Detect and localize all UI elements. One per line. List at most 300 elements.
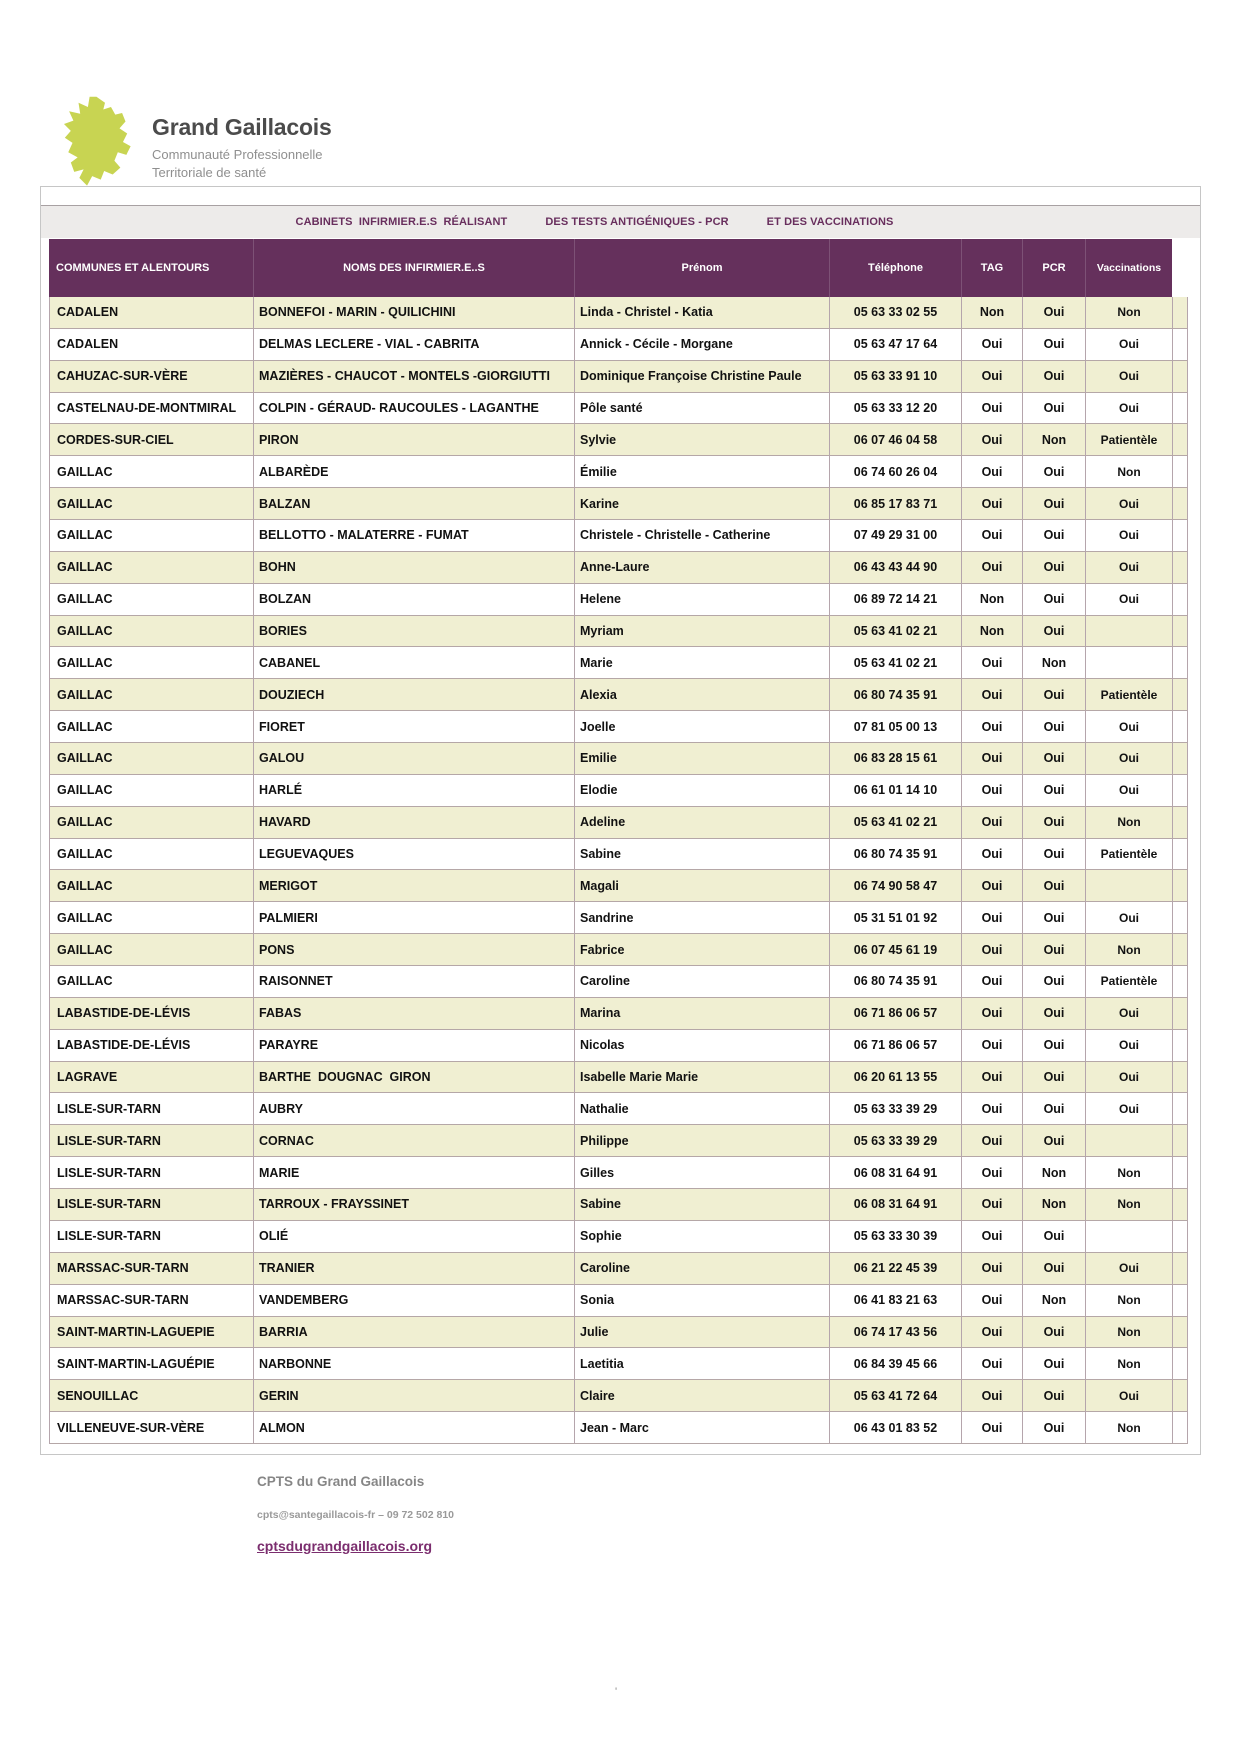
cell-telephone: 06 80 74 35 91 — [829, 966, 961, 998]
cell-prenom: Sabine — [574, 1189, 829, 1221]
cell-noms: BOHN — [253, 552, 574, 584]
header-telephone: Téléphone — [829, 239, 961, 297]
cell-noms: GALOU — [253, 743, 574, 775]
cell-pcr: Oui — [1022, 743, 1085, 775]
cell-tag: Oui — [961, 743, 1022, 775]
cell-commune: GAILLAC — [49, 870, 253, 902]
cell-noms: CABANEL — [253, 647, 574, 679]
cell-vaccinations: Oui — [1085, 998, 1172, 1030]
cell-prenom: Joelle — [574, 711, 829, 743]
table-row — [49, 743, 1188, 775]
cell-vaccinations: Oui — [1085, 711, 1172, 743]
cell-prenom: Nicolas — [574, 1030, 829, 1062]
table-row — [49, 616, 1188, 648]
cell-commune: GAILLAC — [49, 902, 253, 934]
cell-tag: Oui — [961, 1317, 1022, 1349]
cell-noms: BARRIA — [253, 1317, 574, 1349]
cell-prenom: Pôle santé — [574, 393, 829, 425]
cell-pcr: Non — [1022, 424, 1085, 456]
cell-noms: FIORET — [253, 711, 574, 743]
cell-commune: GAILLAC — [49, 616, 253, 648]
cell-noms: PARAYRE — [253, 1030, 574, 1062]
cell-tag: Oui — [961, 711, 1022, 743]
cell-noms: TARROUX - FRAYSSINET — [253, 1189, 574, 1221]
cell-commune: GAILLAC — [49, 807, 253, 839]
cell-telephone: 07 49 29 31 00 — [829, 520, 961, 552]
cell-vaccinations: Oui — [1085, 393, 1172, 425]
cell-noms: MAZIÈRES - CHAUCOT - MONTELS -GIORGIUTTI — [253, 361, 574, 393]
cell-pcr: Oui — [1022, 839, 1085, 871]
cell-commune: GAILLAC — [49, 552, 253, 584]
cell-commune: GAILLAC — [49, 584, 253, 616]
cell-noms: FABAS — [253, 998, 574, 1030]
cell-vaccinations: Oui — [1085, 775, 1172, 807]
cell-tag: Oui — [961, 1253, 1022, 1285]
cell-noms: AUBRY — [253, 1093, 574, 1125]
cell-telephone: 06 74 60 26 04 — [829, 456, 961, 488]
cell-spacer — [1172, 1285, 1188, 1317]
cell-telephone: 05 63 41 02 21 — [829, 647, 961, 679]
cell-tag: Oui — [961, 679, 1022, 711]
cell-tag: Non — [961, 584, 1022, 616]
table-row — [49, 902, 1188, 934]
table-row — [49, 934, 1188, 966]
cell-telephone: 06 08 31 64 91 — [829, 1189, 961, 1221]
cell-tag: Oui — [961, 1221, 1022, 1253]
cell-spacer — [1172, 424, 1188, 456]
cell-pcr: Oui — [1022, 775, 1085, 807]
banner-part3: ET DES VACCINATIONS — [766, 216, 894, 228]
cell-tag: Oui — [961, 1093, 1022, 1125]
cell-vaccinations: Oui — [1085, 520, 1172, 552]
cell-pcr: Oui — [1022, 870, 1085, 902]
cell-prenom: Dominique Françoise Christine Paule — [574, 361, 829, 393]
cell-commune: LISLE-SUR-TARN — [49, 1189, 253, 1221]
cell-pcr: Oui — [1022, 552, 1085, 584]
cell-tag: Oui — [961, 456, 1022, 488]
cell-spacer — [1172, 488, 1188, 520]
content-box — [40, 186, 1201, 1455]
footer-org-name: CPTS du Grand Gaillacois — [257, 1474, 425, 1489]
cell-commune: LISLE-SUR-TARN — [49, 1125, 253, 1157]
cell-commune: SENOUILLAC — [49, 1380, 253, 1412]
table-header-row — [49, 239, 1188, 297]
cell-spacer — [1172, 329, 1188, 361]
cell-prenom: Laetitia — [574, 1348, 829, 1380]
cell-prenom: Marie — [574, 647, 829, 679]
cell-spacer — [1172, 616, 1188, 648]
cell-noms: PONS — [253, 934, 574, 966]
table-row — [49, 998, 1188, 1030]
cell-vaccinations: Oui — [1085, 584, 1172, 616]
cell-spacer — [1172, 552, 1188, 584]
cell-commune: MARSSAC-SUR-TARN — [49, 1253, 253, 1285]
cell-tag: Oui — [961, 775, 1022, 807]
header-tag: TAG — [961, 239, 1022, 297]
table-row — [49, 870, 1188, 902]
table-row — [49, 1380, 1188, 1412]
cell-vaccinations: Oui — [1085, 488, 1172, 520]
cell-spacer — [1172, 1412, 1188, 1444]
cell-pcr: Oui — [1022, 1253, 1085, 1285]
cell-vaccinations: Non — [1085, 1285, 1172, 1317]
cell-telephone: 06 20 61 13 55 — [829, 1062, 961, 1094]
table-body — [49, 297, 1188, 1444]
cell-commune: LISLE-SUR-TARN — [49, 1157, 253, 1189]
cell-noms: NARBONNE — [253, 1348, 574, 1380]
cell-telephone: 06 71 86 06 57 — [829, 998, 961, 1030]
cell-vaccinations: Oui — [1085, 329, 1172, 361]
cell-prenom: Sandrine — [574, 902, 829, 934]
cell-telephone: 06 74 17 43 56 — [829, 1317, 961, 1349]
cell-commune: GAILLAC — [49, 711, 253, 743]
cell-telephone: 05 63 33 02 55 — [829, 297, 961, 329]
cell-noms: BELLOTTO - MALATERRE - FUMAT — [253, 520, 574, 552]
cell-commune: LISLE-SUR-TARN — [49, 1221, 253, 1253]
cell-pcr: Oui — [1022, 1125, 1085, 1157]
cell-commune: CADALEN — [49, 297, 253, 329]
cell-vaccinations: Patientèle — [1085, 424, 1172, 456]
cell-noms: DOUZIECH — [253, 679, 574, 711]
cell-commune: SAINT-MARTIN-LAGUÉPIE — [49, 1348, 253, 1380]
table-row — [49, 807, 1188, 839]
cell-noms: BORIES — [253, 616, 574, 648]
cell-spacer — [1172, 870, 1188, 902]
cell-noms: HARLÉ — [253, 775, 574, 807]
footnote-mark: ' — [615, 1686, 618, 1698]
cell-commune: LABASTIDE-DE-LÉVIS — [49, 1030, 253, 1062]
cell-spacer — [1172, 966, 1188, 998]
cell-spacer — [1172, 1380, 1188, 1412]
header-spacer — [1172, 239, 1188, 297]
cell-prenom: Sylvie — [574, 424, 829, 456]
cell-pcr: Oui — [1022, 902, 1085, 934]
cell-prenom: Sonia — [574, 1285, 829, 1317]
table-row — [49, 1093, 1188, 1125]
cell-pcr: Oui — [1022, 1317, 1085, 1349]
cell-prenom: Julie — [574, 1317, 829, 1349]
table-row — [49, 424, 1188, 456]
cell-vaccinations: Non — [1085, 1189, 1172, 1221]
cell-tag: Oui — [961, 902, 1022, 934]
cell-pcr: Oui — [1022, 616, 1085, 648]
cell-commune: GAILLAC — [49, 966, 253, 998]
cell-tag: Oui — [961, 393, 1022, 425]
cell-tag: Oui — [961, 934, 1022, 966]
cell-tag: Oui — [961, 424, 1022, 456]
logo-text — [152, 114, 332, 182]
cell-spacer — [1172, 1062, 1188, 1094]
cell-tag: Oui — [961, 488, 1022, 520]
cell-pcr: Oui — [1022, 1093, 1085, 1125]
table-row — [49, 361, 1188, 393]
cell-vaccinations: Oui — [1085, 1380, 1172, 1412]
cell-telephone: 06 07 46 04 58 — [829, 424, 961, 456]
cell-pcr: Oui — [1022, 1062, 1085, 1094]
cell-pcr: Oui — [1022, 998, 1085, 1030]
cell-tag: Oui — [961, 839, 1022, 871]
cell-spacer — [1172, 934, 1188, 966]
cell-vaccinations: Non — [1085, 1317, 1172, 1349]
cell-noms: LEGUEVAQUES — [253, 839, 574, 871]
cell-telephone: 06 89 72 14 21 — [829, 584, 961, 616]
cell-prenom: Anne-Laure — [574, 552, 829, 584]
territory-map-icon — [62, 95, 148, 189]
cell-telephone: 06 43 43 44 90 — [829, 552, 961, 584]
cell-vaccinations: Non — [1085, 1412, 1172, 1444]
cell-noms: BARTHE DOUGNAC GIRON — [253, 1062, 574, 1094]
cell-telephone: 05 63 33 39 29 — [829, 1125, 961, 1157]
cell-spacer — [1172, 520, 1188, 552]
cell-prenom: Adeline — [574, 807, 829, 839]
banner-part1: CABINETS INFIRMIER.E.S RÉALISANT — [295, 216, 508, 228]
cell-telephone: 06 80 74 35 91 — [829, 679, 961, 711]
table-row — [49, 839, 1188, 871]
cell-commune: VILLENEUVE-SUR-VÈRE — [49, 1412, 253, 1444]
cell-tag: Oui — [961, 1125, 1022, 1157]
cell-spacer — [1172, 679, 1188, 711]
cell-telephone: 05 63 33 91 10 — [829, 361, 961, 393]
cell-tag: Oui — [961, 329, 1022, 361]
cell-vaccinations: Non — [1085, 934, 1172, 966]
cell-prenom: Myriam — [574, 616, 829, 648]
cell-commune: LAGRAVE — [49, 1062, 253, 1094]
cell-commune: LABASTIDE-DE-LÉVIS — [49, 998, 253, 1030]
cell-pcr: Non — [1022, 1157, 1085, 1189]
cell-pcr: Oui — [1022, 1348, 1085, 1380]
cell-telephone: 05 63 41 02 21 — [829, 616, 961, 648]
cell-commune: CADALEN — [49, 329, 253, 361]
cell-pcr: Oui — [1022, 361, 1085, 393]
cell-prenom: Magali — [574, 870, 829, 902]
cell-vaccinations: Oui — [1085, 902, 1172, 934]
cell-vaccinations: Patientèle — [1085, 966, 1172, 998]
table-row — [49, 1157, 1188, 1189]
cell-pcr: Oui — [1022, 329, 1085, 361]
cell-spacer — [1172, 902, 1188, 934]
cell-pcr: Oui — [1022, 679, 1085, 711]
cell-telephone: 06 71 86 06 57 — [829, 1030, 961, 1062]
cell-prenom: Alexia — [574, 679, 829, 711]
cell-spacer — [1172, 998, 1188, 1030]
cell-spacer — [1172, 1125, 1188, 1157]
cell-telephone: 06 85 17 83 71 — [829, 488, 961, 520]
cell-pcr: Non — [1022, 1285, 1085, 1317]
cell-commune: SAINT-MARTIN-LAGUEPIE — [49, 1317, 253, 1349]
cell-vaccinations: Patientèle — [1085, 839, 1172, 871]
table-row — [49, 711, 1188, 743]
cell-noms: DELMAS LECLERE - VIAL - CABRITA — [253, 329, 574, 361]
cell-vaccinations: Oui — [1085, 552, 1172, 584]
cell-spacer — [1172, 839, 1188, 871]
cell-noms: MARIE — [253, 1157, 574, 1189]
cell-vaccinations: Oui — [1085, 1093, 1172, 1125]
cell-spacer — [1172, 775, 1188, 807]
cell-pcr: Non — [1022, 647, 1085, 679]
table-row — [49, 1030, 1188, 1062]
cell-telephone: 06 80 74 35 91 — [829, 839, 961, 871]
table-row — [49, 679, 1188, 711]
cell-vaccinations — [1085, 1221, 1172, 1253]
table-row — [49, 456, 1188, 488]
cell-commune: LISLE-SUR-TARN — [49, 1093, 253, 1125]
cell-noms: BOLZAN — [253, 584, 574, 616]
footer-contact-line: cpts@santegaillacois-fr – 09 72 502 810 — [257, 1509, 455, 1521]
logo-subtitle-line2: Territoriale de santé — [152, 165, 267, 180]
cell-vaccinations — [1085, 616, 1172, 648]
cell-noms: BONNEFOI - MARIN - QUILICHINI — [253, 297, 574, 329]
cell-noms: VANDEMBERG — [253, 1285, 574, 1317]
cell-prenom: Philippe — [574, 1125, 829, 1157]
cell-telephone: 06 61 01 14 10 — [829, 775, 961, 807]
cell-telephone: 06 84 39 45 66 — [829, 1348, 961, 1380]
cell-spacer — [1172, 584, 1188, 616]
cell-tag: Oui — [961, 647, 1022, 679]
cell-prenom: Sophie — [574, 1221, 829, 1253]
cell-commune: GAILLAC — [49, 934, 253, 966]
cell-commune: GAILLAC — [49, 456, 253, 488]
cell-commune: GAILLAC — [49, 520, 253, 552]
cell-spacer — [1172, 1348, 1188, 1380]
table-row — [49, 1253, 1188, 1285]
cell-vaccinations: Non — [1085, 456, 1172, 488]
cell-tag: Oui — [961, 552, 1022, 584]
cell-noms: RAISONNET — [253, 966, 574, 998]
cell-spacer — [1172, 393, 1188, 425]
table-row — [49, 966, 1188, 998]
cell-noms: TRANIER — [253, 1253, 574, 1285]
cell-prenom: Isabelle Marie Marie — [574, 1062, 829, 1094]
cell-telephone: 05 63 33 39 29 — [829, 1093, 961, 1125]
cell-telephone: 05 63 33 30 39 — [829, 1221, 961, 1253]
cell-tag: Non — [961, 616, 1022, 648]
cell-prenom: Caroline — [574, 1253, 829, 1285]
cell-prenom: Linda - Christel - Katia — [574, 297, 829, 329]
cell-telephone: 05 31 51 01 92 — [829, 902, 961, 934]
header-noms: NOMS DES INFIRMIER.E..S — [253, 239, 574, 297]
cell-vaccinations: Patientèle — [1085, 679, 1172, 711]
cell-spacer — [1172, 1157, 1188, 1189]
cell-vaccinations: Oui — [1085, 743, 1172, 775]
cell-commune: GAILLAC — [49, 647, 253, 679]
cell-commune: GAILLAC — [49, 679, 253, 711]
cell-noms: OLIÉ — [253, 1221, 574, 1253]
table-row — [49, 647, 1188, 679]
cell-prenom: Claire — [574, 1380, 829, 1412]
header-communes: COMMUNES ET ALENTOURS — [49, 239, 253, 297]
cell-spacer — [1172, 1093, 1188, 1125]
cell-pcr: Oui — [1022, 488, 1085, 520]
cell-pcr: Oui — [1022, 520, 1085, 552]
cell-prenom: Sabine — [574, 839, 829, 871]
cell-tag: Oui — [961, 1285, 1022, 1317]
cell-prenom: Karine — [574, 488, 829, 520]
cell-vaccinations: Oui — [1085, 361, 1172, 393]
cell-tag: Oui — [961, 966, 1022, 998]
cell-pcr: Oui — [1022, 393, 1085, 425]
cell-vaccinations: Oui — [1085, 1030, 1172, 1062]
cell-telephone: 06 43 01 83 52 — [829, 1412, 961, 1444]
cell-tag: Oui — [961, 1348, 1022, 1380]
cell-telephone: 06 07 45 61 19 — [829, 934, 961, 966]
cell-pcr: Oui — [1022, 934, 1085, 966]
cell-spacer — [1172, 711, 1188, 743]
table-row — [49, 393, 1188, 425]
cell-pcr: Oui — [1022, 584, 1085, 616]
cell-noms: ALBARÈDE — [253, 456, 574, 488]
cell-spacer — [1172, 456, 1188, 488]
banner-part2: DES TESTS ANTIGÉNIQUES - PCR — [545, 216, 729, 228]
cell-vaccinations: Non — [1085, 297, 1172, 329]
cell-vaccinations — [1085, 1125, 1172, 1157]
cell-pcr: Oui — [1022, 1030, 1085, 1062]
cell-vaccinations: Non — [1085, 807, 1172, 839]
cell-telephone: 05 63 41 02 21 — [829, 807, 961, 839]
banner — [41, 205, 1200, 238]
cell-spacer — [1172, 1253, 1188, 1285]
cell-commune: GAILLAC — [49, 839, 253, 871]
table-row — [49, 1125, 1188, 1157]
table-row — [49, 488, 1188, 520]
cell-pcr: Oui — [1022, 456, 1085, 488]
cell-tag: Oui — [961, 1157, 1022, 1189]
cell-spacer — [1172, 297, 1188, 329]
cell-prenom: Christele - Christelle - Catherine — [574, 520, 829, 552]
cell-pcr: Oui — [1022, 1380, 1085, 1412]
cell-vaccinations — [1085, 647, 1172, 679]
cell-telephone: 06 74 90 58 47 — [829, 870, 961, 902]
cell-prenom: Helene — [574, 584, 829, 616]
cell-vaccinations: Non — [1085, 1348, 1172, 1380]
cell-noms: HAVARD — [253, 807, 574, 839]
cell-spacer — [1172, 1221, 1188, 1253]
cell-vaccinations: Oui — [1085, 1253, 1172, 1285]
cell-prenom: Gilles — [574, 1157, 829, 1189]
cell-prenom: Emilie — [574, 743, 829, 775]
cell-vaccinations — [1085, 870, 1172, 902]
cell-prenom: Nathalie — [574, 1093, 829, 1125]
cell-spacer — [1172, 1189, 1188, 1221]
cell-tag: Oui — [961, 1062, 1022, 1094]
cell-spacer — [1172, 807, 1188, 839]
cell-pcr: Oui — [1022, 1221, 1085, 1253]
cell-noms: GERIN — [253, 1380, 574, 1412]
table-row — [49, 1062, 1188, 1094]
cell-telephone: 06 41 83 21 63 — [829, 1285, 961, 1317]
cell-spacer — [1172, 743, 1188, 775]
table-row — [49, 1189, 1188, 1221]
table-row — [49, 1412, 1188, 1444]
cell-tag: Oui — [961, 1412, 1022, 1444]
cell-prenom: Jean - Marc — [574, 1412, 829, 1444]
cell-spacer — [1172, 1317, 1188, 1349]
cell-noms: MERIGOT — [253, 870, 574, 902]
cell-prenom: Marina — [574, 998, 829, 1030]
logo-title: Grand Gaillacois — [152, 114, 332, 140]
cell-pcr: Oui — [1022, 711, 1085, 743]
cell-tag: Non — [961, 297, 1022, 329]
table-row — [49, 329, 1188, 361]
cell-noms: PIRON — [253, 424, 574, 456]
cell-commune: GAILLAC — [49, 488, 253, 520]
cell-pcr: Oui — [1022, 297, 1085, 329]
cell-pcr: Oui — [1022, 1412, 1085, 1444]
cell-noms: PALMIERI — [253, 902, 574, 934]
header-pcr: PCR — [1022, 239, 1085, 297]
cell-tag: Oui — [961, 1189, 1022, 1221]
footer-website-link[interactable]: cptsdugrandgaillacois.org — [257, 1538, 433, 1554]
cell-telephone: 05 63 33 12 20 — [829, 393, 961, 425]
